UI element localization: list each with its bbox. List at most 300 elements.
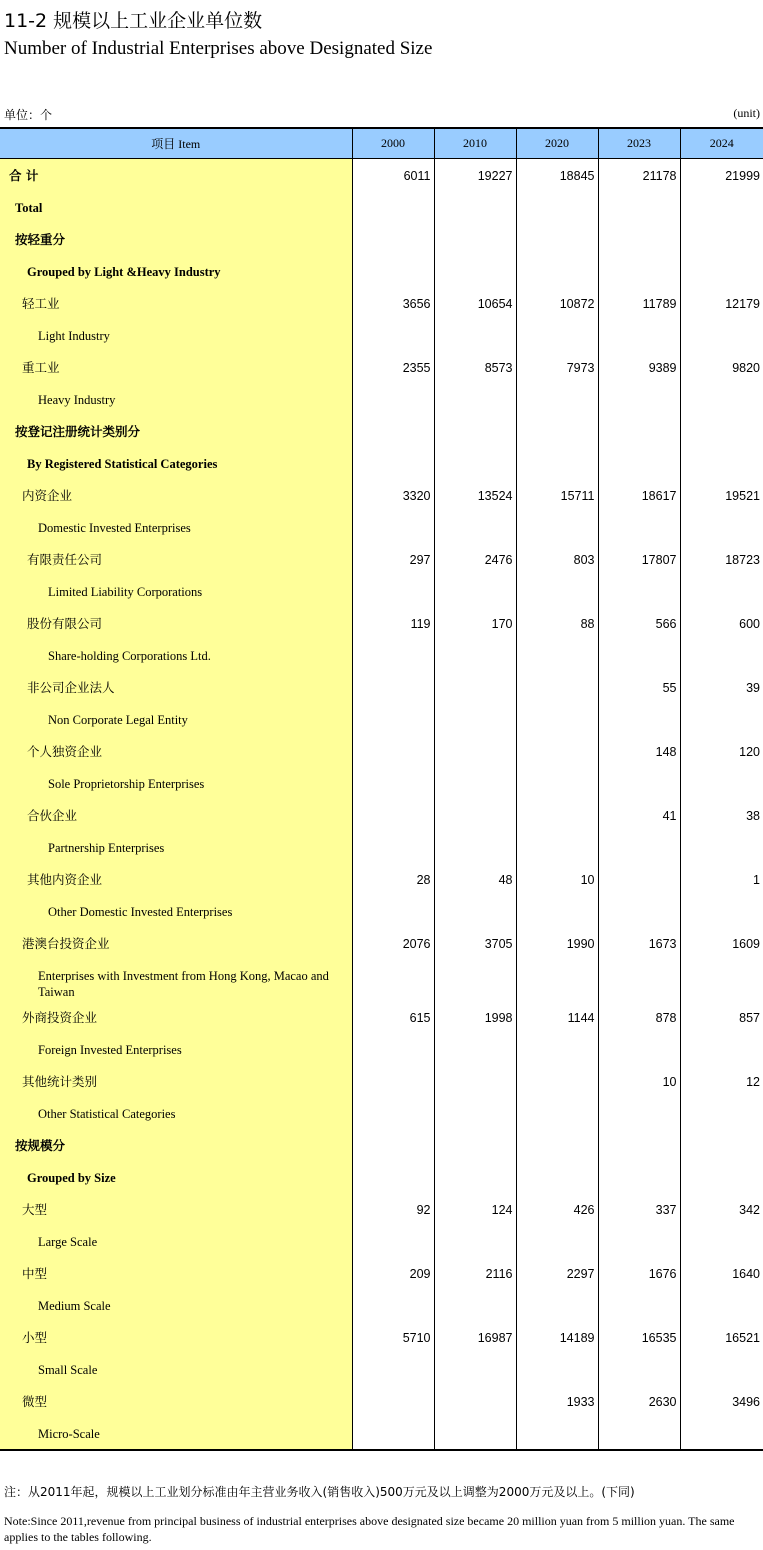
row-label-cell — [0, 1353, 352, 1385]
row-label-cell — [0, 607, 352, 639]
value-cell — [434, 191, 516, 223]
value-cell — [434, 1129, 516, 1161]
value-cell — [352, 1097, 434, 1129]
value-cell: 1990 — [516, 927, 598, 959]
row-label-cell — [0, 447, 352, 479]
value-cell — [352, 959, 434, 1001]
table-row — [0, 607, 763, 639]
value-cell: 10654 — [434, 287, 516, 319]
table-body — [0, 159, 763, 1450]
value-cell — [434, 1161, 516, 1193]
value-cell: 3320 — [352, 479, 434, 511]
value-cell — [434, 1417, 516, 1450]
table-row — [0, 1321, 763, 1353]
row-label: 合 计 — [9, 168, 39, 183]
table-row — [0, 671, 763, 703]
value-cell: 2116 — [434, 1257, 516, 1289]
row-label-cell — [0, 415, 352, 447]
value-cell: 16987 — [434, 1321, 516, 1353]
value-cell: 21999 — [680, 159, 763, 192]
row-label-cell — [0, 671, 352, 703]
row-label-cell — [0, 1385, 352, 1417]
row-label-cell — [0, 1257, 352, 1289]
row-label: Small Scale — [38, 1362, 98, 1377]
value-cell: 10 — [516, 863, 598, 895]
value-cell — [598, 703, 680, 735]
row-label: 其他内资企业 — [27, 872, 103, 887]
value-cell — [516, 255, 598, 287]
row-label-cell — [0, 895, 352, 927]
value-cell — [598, 639, 680, 671]
value-cell — [680, 447, 763, 479]
value-cell — [680, 1033, 763, 1065]
value-cell — [598, 831, 680, 863]
value-cell — [352, 447, 434, 479]
value-cell — [434, 831, 516, 863]
value-cell — [598, 1161, 680, 1193]
row-label: 按规模分 — [15, 1137, 66, 1153]
row-label-cell — [0, 287, 352, 319]
value-cell — [352, 703, 434, 735]
table-row — [0, 159, 763, 192]
row-label: 其他统计类别 — [22, 1073, 98, 1089]
row-label-cell — [0, 1065, 352, 1097]
row-label-cell — [0, 735, 352, 767]
table-row — [0, 1097, 763, 1129]
value-cell — [680, 575, 763, 607]
row-label-cell — [0, 351, 352, 383]
data-table — [0, 127, 763, 1451]
row-label-cell — [0, 1001, 352, 1033]
value-cell — [516, 735, 598, 767]
table-row — [0, 1193, 763, 1225]
row-label: Grouped by Size — [27, 1170, 116, 1185]
value-cell: 39 — [680, 671, 763, 703]
value-cell — [680, 1225, 763, 1257]
row-label: 小型 — [22, 1329, 48, 1345]
value-cell — [434, 1289, 516, 1321]
value-cell — [352, 1385, 434, 1417]
row-label-cell — [0, 959, 352, 1001]
row-label: 非公司企业法人 — [27, 680, 115, 695]
table-row — [0, 415, 763, 447]
value-cell: 878 — [598, 1001, 680, 1033]
value-cell — [598, 575, 680, 607]
value-cell — [434, 447, 516, 479]
value-cell — [352, 415, 434, 447]
value-cell — [680, 223, 763, 255]
row-label-cell — [0, 575, 352, 607]
table-row — [0, 287, 763, 319]
value-cell — [598, 959, 680, 1001]
value-cell — [598, 319, 680, 351]
value-cell — [680, 639, 763, 671]
value-cell: 10872 — [516, 287, 598, 319]
row-label: Other Statistical Categories — [38, 1106, 176, 1121]
table-row — [0, 1065, 763, 1097]
value-cell — [680, 191, 763, 223]
header-year: 2010 — [434, 128, 516, 159]
row-label: 有限责任公司 — [27, 552, 103, 567]
row-label: Total — [15, 201, 43, 215]
value-cell — [434, 703, 516, 735]
row-label: Other Domestic Invested Enterprises — [48, 905, 233, 919]
value-cell — [516, 1033, 598, 1065]
value-cell — [680, 383, 763, 415]
value-cell: 16521 — [680, 1321, 763, 1353]
table-header-row — [0, 128, 763, 159]
value-cell: 337 — [598, 1193, 680, 1225]
value-cell: 2297 — [516, 1257, 598, 1289]
value-cell — [434, 735, 516, 767]
table-row — [0, 351, 763, 383]
table-row — [0, 1289, 763, 1321]
unit-label-cn: 单位：个 — [4, 108, 53, 122]
table-row — [0, 735, 763, 767]
value-cell — [434, 1385, 516, 1417]
table-row — [0, 543, 763, 575]
row-label: Foreign Invested Enterprises — [38, 1042, 182, 1057]
value-cell — [516, 1353, 598, 1385]
row-label: 个人独资企业 — [27, 744, 103, 759]
row-label-cell — [0, 767, 352, 799]
value-cell: 2630 — [598, 1385, 680, 1417]
value-cell: 600 — [680, 607, 763, 639]
value-cell — [598, 863, 680, 895]
row-label: Micro-Scale — [38, 1426, 100, 1441]
table-row — [0, 383, 763, 415]
value-cell: 18723 — [680, 543, 763, 575]
row-label: 大型 — [22, 1201, 48, 1217]
value-cell — [598, 255, 680, 287]
header-year: 2024 — [680, 128, 763, 159]
value-cell — [516, 1289, 598, 1321]
table-row — [0, 255, 763, 287]
value-cell — [352, 1417, 434, 1450]
row-label-cell — [0, 1097, 352, 1129]
table-row — [0, 223, 763, 255]
row-label-cell — [0, 319, 352, 351]
row-label: Share-holding Corporations Ltd. — [48, 649, 211, 663]
row-label-cell — [0, 1161, 352, 1193]
table-row — [0, 479, 763, 511]
value-cell — [352, 319, 434, 351]
value-cell — [598, 383, 680, 415]
header-item: 项目 Item — [0, 128, 352, 159]
value-cell — [516, 767, 598, 799]
value-cell: 1 — [680, 863, 763, 895]
row-label-cell — [0, 191, 352, 223]
value-cell — [516, 1129, 598, 1161]
row-label: Heavy Industry — [38, 393, 116, 407]
value-cell — [434, 1033, 516, 1065]
row-label-cell — [0, 1417, 352, 1450]
value-cell — [434, 575, 516, 607]
value-cell: 2355 — [352, 351, 434, 383]
value-cell — [434, 959, 516, 1001]
value-cell — [680, 1417, 763, 1450]
row-label: 微型 — [22, 1393, 48, 1409]
row-label-cell — [0, 799, 352, 831]
value-cell — [516, 959, 598, 1001]
table-row — [0, 863, 763, 895]
value-cell — [352, 383, 434, 415]
row-label: Partnership Enterprises — [48, 841, 165, 855]
page-title-en: Number of Industrial Enterprises above Designated Size — [4, 38, 433, 59]
table-row — [0, 831, 763, 863]
value-cell — [434, 799, 516, 831]
table-row — [0, 639, 763, 671]
value-cell — [598, 1225, 680, 1257]
value-cell — [516, 1417, 598, 1450]
value-cell — [680, 511, 763, 543]
value-cell — [352, 1161, 434, 1193]
value-cell — [434, 1353, 516, 1385]
row-label: 中型 — [22, 1265, 48, 1281]
value-cell — [516, 511, 598, 543]
row-label-cell — [0, 1289, 352, 1321]
value-cell: 342 — [680, 1193, 763, 1225]
row-label-cell — [0, 479, 352, 511]
row-label: 港澳台投资企业 — [22, 936, 110, 951]
row-label: Sole Proprietorship Enterprises — [48, 777, 205, 791]
value-cell — [352, 191, 434, 223]
row-label-cell — [0, 703, 352, 735]
value-cell: 14189 — [516, 1321, 598, 1353]
value-cell — [434, 767, 516, 799]
value-cell: 803 — [516, 543, 598, 575]
value-cell: 426 — [516, 1193, 598, 1225]
value-cell: 28 — [352, 863, 434, 895]
row-label-cell — [0, 223, 352, 255]
value-cell: 615 — [352, 1001, 434, 1033]
table-row — [0, 799, 763, 831]
value-cell: 3705 — [434, 927, 516, 959]
value-cell — [434, 319, 516, 351]
row-label-cell — [0, 1225, 352, 1257]
value-cell — [516, 191, 598, 223]
value-cell — [680, 1353, 763, 1385]
value-cell: 18617 — [598, 479, 680, 511]
value-cell: 857 — [680, 1001, 763, 1033]
value-cell — [598, 223, 680, 255]
value-cell: 170 — [434, 607, 516, 639]
value-cell — [352, 223, 434, 255]
table-row — [0, 191, 763, 223]
row-label: By Registered Statistical Categories — [27, 457, 218, 471]
value-cell — [680, 767, 763, 799]
value-cell — [352, 1289, 434, 1321]
row-label: Grouped by Light &Heavy Industry — [27, 265, 221, 279]
value-cell — [352, 511, 434, 543]
value-cell — [516, 1097, 598, 1129]
value-cell — [598, 191, 680, 223]
value-cell — [680, 1289, 763, 1321]
value-cell — [352, 671, 434, 703]
value-cell — [516, 415, 598, 447]
value-cell: 3496 — [680, 1385, 763, 1417]
value-cell — [598, 1417, 680, 1450]
value-cell — [598, 447, 680, 479]
row-label: 重工业 — [22, 360, 60, 375]
header-year: 2023 — [598, 128, 680, 159]
value-cell: 6011 — [352, 159, 434, 192]
row-label-cell — [0, 383, 352, 415]
value-cell: 10 — [598, 1065, 680, 1097]
value-cell: 297 — [352, 543, 434, 575]
value-cell: 8573 — [434, 351, 516, 383]
value-cell — [680, 703, 763, 735]
value-cell — [680, 1097, 763, 1129]
value-cell — [352, 1033, 434, 1065]
table-row — [0, 1001, 763, 1033]
row-label: 内资企业 — [22, 488, 73, 503]
row-label: 按轻重分 — [15, 232, 66, 247]
value-cell: 2476 — [434, 543, 516, 575]
table-row — [0, 319, 763, 351]
value-cell — [516, 383, 598, 415]
row-label-cell — [0, 863, 352, 895]
table-row — [0, 1225, 763, 1257]
table-row — [0, 1033, 763, 1065]
value-cell — [352, 1353, 434, 1385]
value-cell — [680, 255, 763, 287]
value-cell: 566 — [598, 607, 680, 639]
value-cell: 9389 — [598, 351, 680, 383]
value-cell — [516, 223, 598, 255]
value-cell: 124 — [434, 1193, 516, 1225]
value-cell: 19521 — [680, 479, 763, 511]
value-cell: 12 — [680, 1065, 763, 1097]
value-cell — [434, 1065, 516, 1097]
value-cell: 9820 — [680, 351, 763, 383]
row-label-cell — [0, 1033, 352, 1065]
header-year: 2020 — [516, 128, 598, 159]
value-cell: 88 — [516, 607, 598, 639]
row-label-cell — [0, 831, 352, 863]
table-row — [0, 767, 763, 799]
value-cell — [516, 703, 598, 735]
value-cell: 55 — [598, 671, 680, 703]
value-cell — [434, 223, 516, 255]
table-row — [0, 895, 763, 927]
value-cell — [598, 1353, 680, 1385]
row-label-cell — [0, 1129, 352, 1161]
row-label: Light Industry — [38, 329, 110, 343]
value-cell — [434, 255, 516, 287]
value-cell — [352, 1129, 434, 1161]
table-row — [0, 1417, 763, 1450]
value-cell — [434, 415, 516, 447]
value-cell: 15711 — [516, 479, 598, 511]
value-cell: 120 — [680, 735, 763, 767]
table-row — [0, 1353, 763, 1385]
value-cell: 1144 — [516, 1001, 598, 1033]
row-label-cell — [0, 639, 352, 671]
footnote-cn: 注：从2011年起，规模以上工业划分标准由年主营业务收入(销售收入)500万元及以上调整为2000万元及以上。(下同) — [4, 1485, 635, 1499]
row-label: 按登记注册统计类别分 — [15, 424, 141, 439]
value-cell: 48 — [434, 863, 516, 895]
value-cell — [680, 1129, 763, 1161]
row-label: 外商投资企业 — [22, 1009, 98, 1025]
value-cell: 2076 — [352, 927, 434, 959]
value-cell — [352, 767, 434, 799]
value-cell — [516, 575, 598, 607]
row-label: 股份有限公司 — [27, 616, 103, 631]
row-label-cell — [0, 927, 352, 959]
value-cell: 148 — [598, 735, 680, 767]
value-cell — [680, 1161, 763, 1193]
value-cell: 12179 — [680, 287, 763, 319]
value-cell — [598, 1033, 680, 1065]
table-row — [0, 575, 763, 607]
table-row — [0, 1129, 763, 1161]
value-cell — [598, 1097, 680, 1129]
table-row — [0, 447, 763, 479]
table-row — [0, 927, 763, 959]
value-cell — [516, 1161, 598, 1193]
value-cell: 41 — [598, 799, 680, 831]
value-cell: 11789 — [598, 287, 680, 319]
value-cell: 92 — [352, 1193, 434, 1225]
value-cell: 18845 — [516, 159, 598, 192]
footnote-en: Note:Since 2011,revenue from principal business of industrial enterprises above designated size became 20 million yuan from 5 million yuan. The same applies to the tables following. — [4, 1514, 735, 1544]
value-cell — [434, 895, 516, 927]
table-row — [0, 1257, 763, 1289]
value-cell — [516, 1065, 598, 1097]
row-label-cell — [0, 1193, 352, 1225]
value-cell: 21178 — [598, 159, 680, 192]
value-cell — [352, 1065, 434, 1097]
row-label: Large Scale — [38, 1234, 98, 1249]
value-cell — [680, 959, 763, 1001]
value-cell — [680, 831, 763, 863]
value-cell — [598, 1129, 680, 1161]
value-cell: 1640 — [680, 1257, 763, 1289]
value-cell — [680, 415, 763, 447]
value-cell — [434, 1225, 516, 1257]
value-cell — [352, 735, 434, 767]
row-label: Non Corporate Legal Entity — [48, 713, 188, 727]
value-cell — [680, 895, 763, 927]
row-label: 合伙企业 — [27, 808, 78, 823]
value-cell — [598, 1289, 680, 1321]
value-cell: 17807 — [598, 543, 680, 575]
value-cell — [598, 511, 680, 543]
row-label: 轻工业 — [22, 296, 60, 311]
value-cell: 1998 — [434, 1001, 516, 1033]
header-year: 2000 — [352, 128, 434, 159]
value-cell — [516, 671, 598, 703]
row-label-cell — [0, 255, 352, 287]
value-cell — [352, 799, 434, 831]
table-row — [0, 1385, 763, 1417]
value-cell — [352, 831, 434, 863]
unit-label-en: (unit) — [733, 106, 760, 120]
value-cell — [434, 1097, 516, 1129]
row-label: Limited Liability Corporations — [48, 585, 203, 599]
value-cell — [352, 895, 434, 927]
value-cell — [516, 799, 598, 831]
value-cell — [598, 895, 680, 927]
row-label-cell — [0, 511, 352, 543]
row-label: Enterprises with Investment from Hong Kong, Macao and Taiwan — [38, 969, 329, 1000]
value-cell — [598, 767, 680, 799]
page-title-cn: 11-2 规模以上工业企业单位数 — [4, 10, 263, 32]
value-cell — [516, 895, 598, 927]
value-cell: 209 — [352, 1257, 434, 1289]
value-cell — [434, 671, 516, 703]
